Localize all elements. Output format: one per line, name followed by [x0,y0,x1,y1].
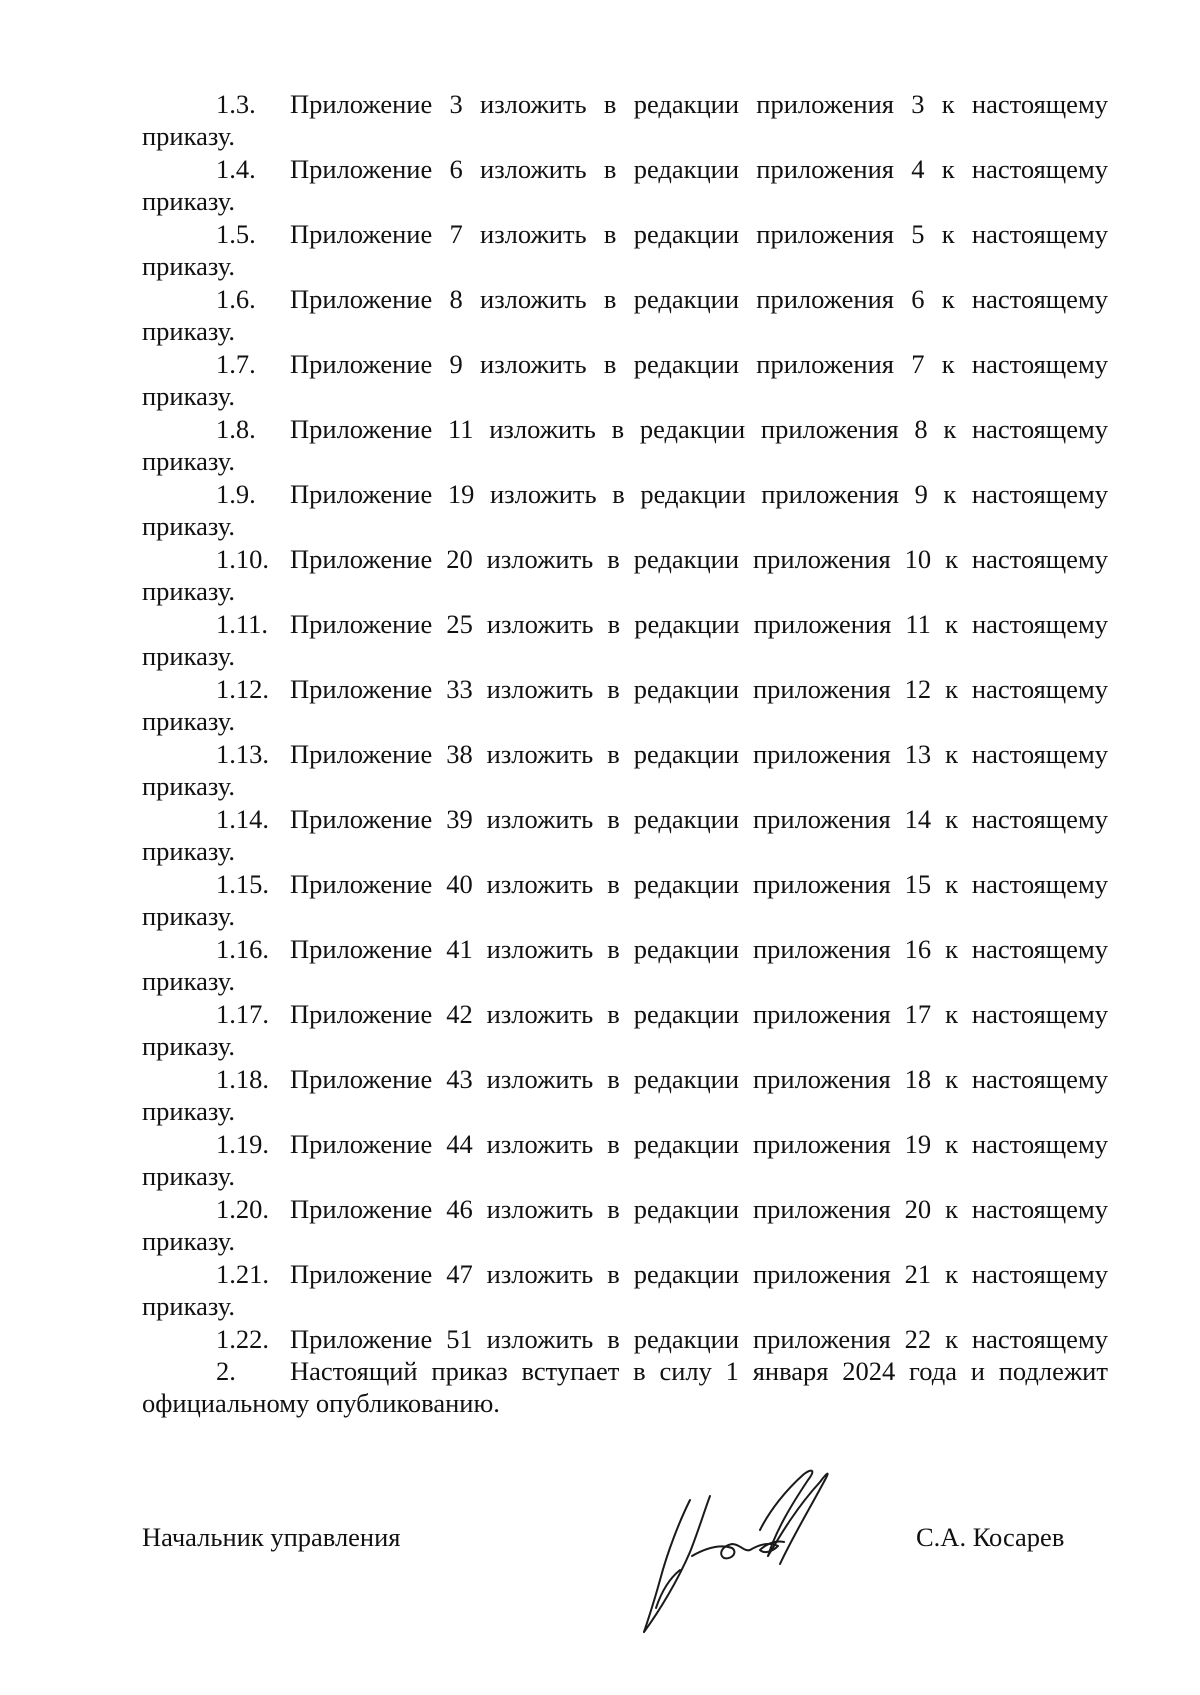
list-item-text [290,348,1108,380]
list-item-number: 1.12. [216,674,269,704]
list-item-text [290,543,1108,575]
word: Приложение [290,934,433,964]
list-item-number: 1.8. [216,414,256,444]
word: настоящему [971,934,1108,964]
word: Приложение [290,869,433,899]
list-item-line [142,283,1108,315]
list-item-number: 1.19. [216,1129,269,1159]
list-item-number: 1.7. [216,349,256,379]
word: в [607,1324,620,1354]
list-item [142,673,1108,738]
list-item [142,153,1108,218]
list-item-line [142,1193,1108,1225]
paragraph-number: 2. [216,1356,236,1386]
word: 18 [904,1064,932,1094]
list-item-text [290,1063,1108,1095]
list-item-line [142,543,1108,575]
word: 8 [449,284,463,314]
list-item-line [142,868,1108,900]
word: изложить [480,349,587,379]
word: Приложение [290,999,433,1029]
word: приложения [752,934,891,964]
list-item-line [142,1063,1108,1095]
word: 6 [911,284,925,314]
list-item-line [142,998,1108,1030]
list-item-line [142,933,1108,965]
word: вступает [521,1356,620,1386]
list-item-line [142,1258,1108,1290]
word: изложить [486,1324,594,1354]
signatory-position: Начальник управления [142,1522,401,1552]
word: 39 [446,804,473,834]
word: к [941,349,955,379]
list-item [142,738,1108,803]
list-item-number: 1.15. [216,869,269,899]
word: Приложение [290,544,433,574]
word: приложения [760,414,899,444]
list-item-continuation: приказу. [142,576,235,606]
list-item [142,608,1108,673]
list-item-number: 1.11. [216,609,269,639]
word: в [611,414,625,444]
list-item-text [290,88,1108,120]
word: редакции [633,349,740,379]
word: 9 [449,349,463,379]
word: в [607,1129,620,1159]
word: в [607,609,621,639]
word: 8 [914,414,928,444]
word: настоящему [971,544,1108,574]
word: в [607,674,620,704]
word: редакции [633,154,740,184]
list-item [142,1323,1108,1355]
word: настоящему [971,1194,1108,1224]
word: редакции [633,89,740,119]
word: к [945,999,958,1029]
word: Приложение [290,154,433,184]
list-item-line [142,1323,1108,1355]
word: редакции [633,934,740,964]
word: настоящему [971,869,1108,899]
list-item-number: 1.14. [216,804,269,834]
word: приложения [752,999,891,1029]
list-item-line [142,478,1108,510]
list-item-number: 1.3. [216,89,256,119]
word: 20 [446,544,473,574]
word: изложить [480,154,587,184]
list-item-number: 1.10. [216,544,269,574]
word: редакции [633,1064,740,1094]
word: Приложение [290,1259,433,1289]
word: 20 [904,1194,932,1224]
word: 17 [904,999,932,1029]
word: приложения [756,89,894,119]
word: редакции [633,869,740,899]
word: приложения [752,1129,891,1159]
word: приложения [756,154,894,184]
word: 19 [447,479,475,509]
list-item-continuation: приказу. [142,316,235,346]
list-item-line [142,673,1108,705]
word: приложения [752,739,891,769]
list-item-text [290,608,1108,640]
word: к [941,284,955,314]
list-item [142,803,1108,868]
word: Приложение [290,1324,433,1354]
word: к [945,544,958,574]
list-item-text [290,1128,1108,1160]
list-item-text [290,868,1108,900]
word: Приложение [290,284,433,314]
word: изложить [486,1064,594,1094]
word: 6 [449,154,463,184]
word: редакции [633,674,740,704]
word: 16 [904,934,932,964]
list-item-continuation: приказу. [142,186,235,216]
word: редакции [633,284,740,314]
word: приложения [752,1259,891,1289]
word: 13 [904,739,932,769]
word: к [945,1194,958,1224]
word: в [603,89,617,119]
paragraph-2-continuation: официальному опубликованию. [142,1388,500,1418]
list-item [142,543,1108,608]
word: приложения [752,1324,891,1354]
list-item-continuation: приказу. [142,966,235,996]
word: к [945,1259,958,1289]
word: редакции [633,1194,740,1224]
word: в [607,999,620,1029]
list-item-line [142,413,1108,445]
word: настоящему [971,1064,1108,1094]
list-item-number: 1.5. [216,219,256,249]
word: приложения [752,674,891,704]
word: в [607,544,620,574]
word: в [607,869,620,899]
list-item-continuation: приказу. [142,121,235,151]
word: настоящему [971,349,1108,379]
word: приложения [752,544,891,574]
word: 40 [446,869,473,899]
word: к [945,739,958,769]
word: редакции [633,999,740,1029]
word: настоящему [971,1259,1108,1289]
word: в [607,1194,620,1224]
word: Приложение [290,739,433,769]
word: изложить [489,479,597,509]
word: 7 [911,349,925,379]
list-item-number: 1.18. [216,1064,269,1094]
word: 11 [447,414,474,444]
list-item-text [290,1258,1108,1290]
word: приложения [756,219,894,249]
word: 10 [904,544,932,574]
word: настоящему [971,414,1108,444]
word: приложения [752,804,891,834]
word: изложить [486,804,594,834]
list-item-number: 1.16. [216,934,269,964]
list-item-text [290,413,1108,445]
list-item-continuation: приказу. [142,901,235,931]
list-item [142,868,1108,933]
list-item [142,1128,1108,1193]
word: к [945,804,958,834]
word: Настоящий [290,1356,418,1386]
word: января [752,1356,829,1386]
word: 21 [904,1259,932,1289]
list-item-number: 1.22. [216,1324,269,1354]
list-item-continuation: приказу. [142,1096,235,1126]
word: изложить [486,609,594,639]
list-item-text [290,478,1108,510]
list-item-line [142,608,1108,640]
word: изложить [480,284,587,314]
list-item [142,283,1108,348]
list-item-text [290,673,1108,705]
list-item-text [290,998,1108,1030]
list-item-number: 1.21. [216,1259,269,1289]
word: изложить [489,414,596,444]
word: приложения [752,1064,891,1094]
word: 1 [725,1356,739,1386]
list-item [142,413,1108,478]
word: 25 [446,609,473,639]
word: Приложение [290,1129,433,1159]
word: изложить [486,934,594,964]
word: 47 [446,1259,473,1289]
word: настоящему [971,219,1108,249]
list-item-number: 1.20. [216,1194,269,1224]
word: Приложение [290,674,433,704]
word: настоящему [971,999,1108,1029]
word: редакции [640,479,746,509]
word: к [941,154,955,184]
word: приложения [752,869,891,899]
list-item-line [142,348,1108,380]
word: в [607,1259,620,1289]
list-item-continuation: приказу. [142,1031,235,1061]
list-item-line [142,218,1108,250]
word: Приложение [290,804,433,834]
list-item-line [142,803,1108,835]
list-item-text [290,1323,1108,1355]
word: в [607,739,620,769]
list-item [142,933,1108,998]
word: 7 [449,219,463,249]
word: приложения [752,1194,891,1224]
word: 38 [446,739,473,769]
word: Приложение [290,414,433,444]
word: к [945,869,958,899]
word: редакции [639,414,746,444]
word: к [941,219,955,249]
word: изложить [480,89,587,119]
word: изложить [486,1194,594,1224]
paragraph-2-text [290,1355,1108,1387]
word: 15 [904,869,932,899]
handwritten-signature [620,1460,850,1640]
word: к [944,609,958,639]
word: 44 [446,1129,473,1159]
word: 11 [905,609,931,639]
word: 33 [446,674,473,704]
word: к [945,1324,958,1354]
list-item-continuation: приказу. [142,641,235,671]
word: в [603,349,617,379]
word: в [633,1356,646,1386]
word: приложения [756,284,894,314]
list-item-text [290,933,1108,965]
signatory-name: С.А. Косарев [916,1522,1065,1552]
word: 43 [446,1064,473,1094]
word: приказ [431,1356,508,1386]
word: Приложение [290,349,433,379]
word: настоящему [971,609,1108,639]
list-item-text [290,153,1108,185]
word: к [945,1064,958,1094]
list-item-continuation: приказу. [142,381,235,411]
list-item-number: 1.13. [216,739,269,769]
word: в [612,479,625,509]
word: Приложение [290,479,433,509]
list-item-number: 1.17. [216,999,269,1029]
list-item-text [290,218,1108,250]
list-item [142,218,1108,283]
word: Приложение [290,1064,433,1094]
word: приложения [753,609,892,639]
list-item-line [142,88,1108,120]
list-item-text [290,283,1108,315]
word: изложить [486,1129,594,1159]
word: редакции [633,1129,740,1159]
word: к [941,89,955,119]
word: в [603,154,617,184]
word: 51 [446,1324,473,1354]
list-item [142,478,1108,543]
word: изложить [486,739,594,769]
word: 4 [911,154,925,184]
word: редакции [633,544,740,574]
word: Приложение [290,609,433,639]
word: к [943,479,957,509]
word: 3 [911,89,925,119]
word: редакции [633,804,740,834]
list-item [142,1063,1108,1128]
word: изложить [486,674,594,704]
list-item-text [290,803,1108,835]
list-item-number: 1.6. [216,284,256,314]
list-item-continuation: приказу. [142,706,235,736]
list-item-continuation: приказу. [142,1226,235,1256]
list-item-line [142,738,1108,770]
word: Приложение [290,219,433,249]
word: Приложение [290,89,433,119]
word: 19 [904,1129,932,1159]
word: Приложение [290,1194,433,1224]
list-item-number: 1.9. [216,479,256,509]
list-item-text [290,738,1108,770]
word: к [943,414,957,444]
word: 5 [911,219,925,249]
word: приложения [756,349,894,379]
list-item [142,348,1108,413]
word: в [603,219,617,249]
list-item-line [142,153,1108,185]
paragraph-2 [142,1355,1108,1420]
list-item [142,1193,1108,1258]
word: настоящему [971,1129,1108,1159]
list-item-continuation: приказу. [142,1291,235,1321]
word: в [603,284,617,314]
word: 14 [904,804,932,834]
word: настоящему [971,154,1108,184]
word: изложить [486,999,594,1029]
word: редакции [634,609,740,639]
word: настоящему [971,89,1108,119]
word: изложить [480,219,587,249]
list-item [142,88,1108,153]
list-item-text [290,1193,1108,1225]
word: настоящему [971,1324,1108,1354]
word: редакции [633,739,740,769]
list-item-number: 1.4. [216,154,256,184]
word: подлежит [998,1356,1108,1386]
list-item-continuation: приказу. [142,511,235,541]
list-item-continuation: приказу. [142,446,235,476]
word: года [909,1356,957,1386]
list-item-continuation: приказу. [142,1161,235,1191]
word: 3 [449,89,463,119]
list-item-continuation: приказу. [142,771,235,801]
word: приложения [761,479,899,509]
list-item [142,998,1108,1063]
word: в [607,804,620,834]
word: в [607,934,620,964]
word: изложить [486,544,594,574]
word: редакции [633,1259,740,1289]
list-item-line [142,1128,1108,1160]
word: настоящему [971,284,1108,314]
word: 22 [904,1324,932,1354]
word: 46 [446,1194,473,1224]
word: изложить [486,1259,594,1289]
word: изложить [486,869,594,899]
word: к [945,1129,958,1159]
word: 12 [904,674,932,704]
word: 41 [446,934,473,964]
word: настоящему [971,804,1108,834]
list-item-continuation: приказу. [142,836,235,866]
word: настоящему [971,479,1108,509]
word: настоящему [971,739,1108,769]
word: и [970,1356,985,1386]
paragraph-2-line [142,1355,1108,1387]
word: редакции [633,219,740,249]
document-body [142,88,1108,1420]
word: 42 [446,999,473,1029]
word: 9 [914,479,928,509]
word: силу [659,1356,712,1386]
word: 2024 [842,1356,896,1386]
list-item [142,1258,1108,1323]
word: к [945,934,958,964]
word: настоящему [971,674,1108,704]
word: к [945,674,958,704]
list-item-continuation: приказу. [142,251,235,281]
word: в [607,1064,620,1094]
word: редакции [633,1324,740,1354]
